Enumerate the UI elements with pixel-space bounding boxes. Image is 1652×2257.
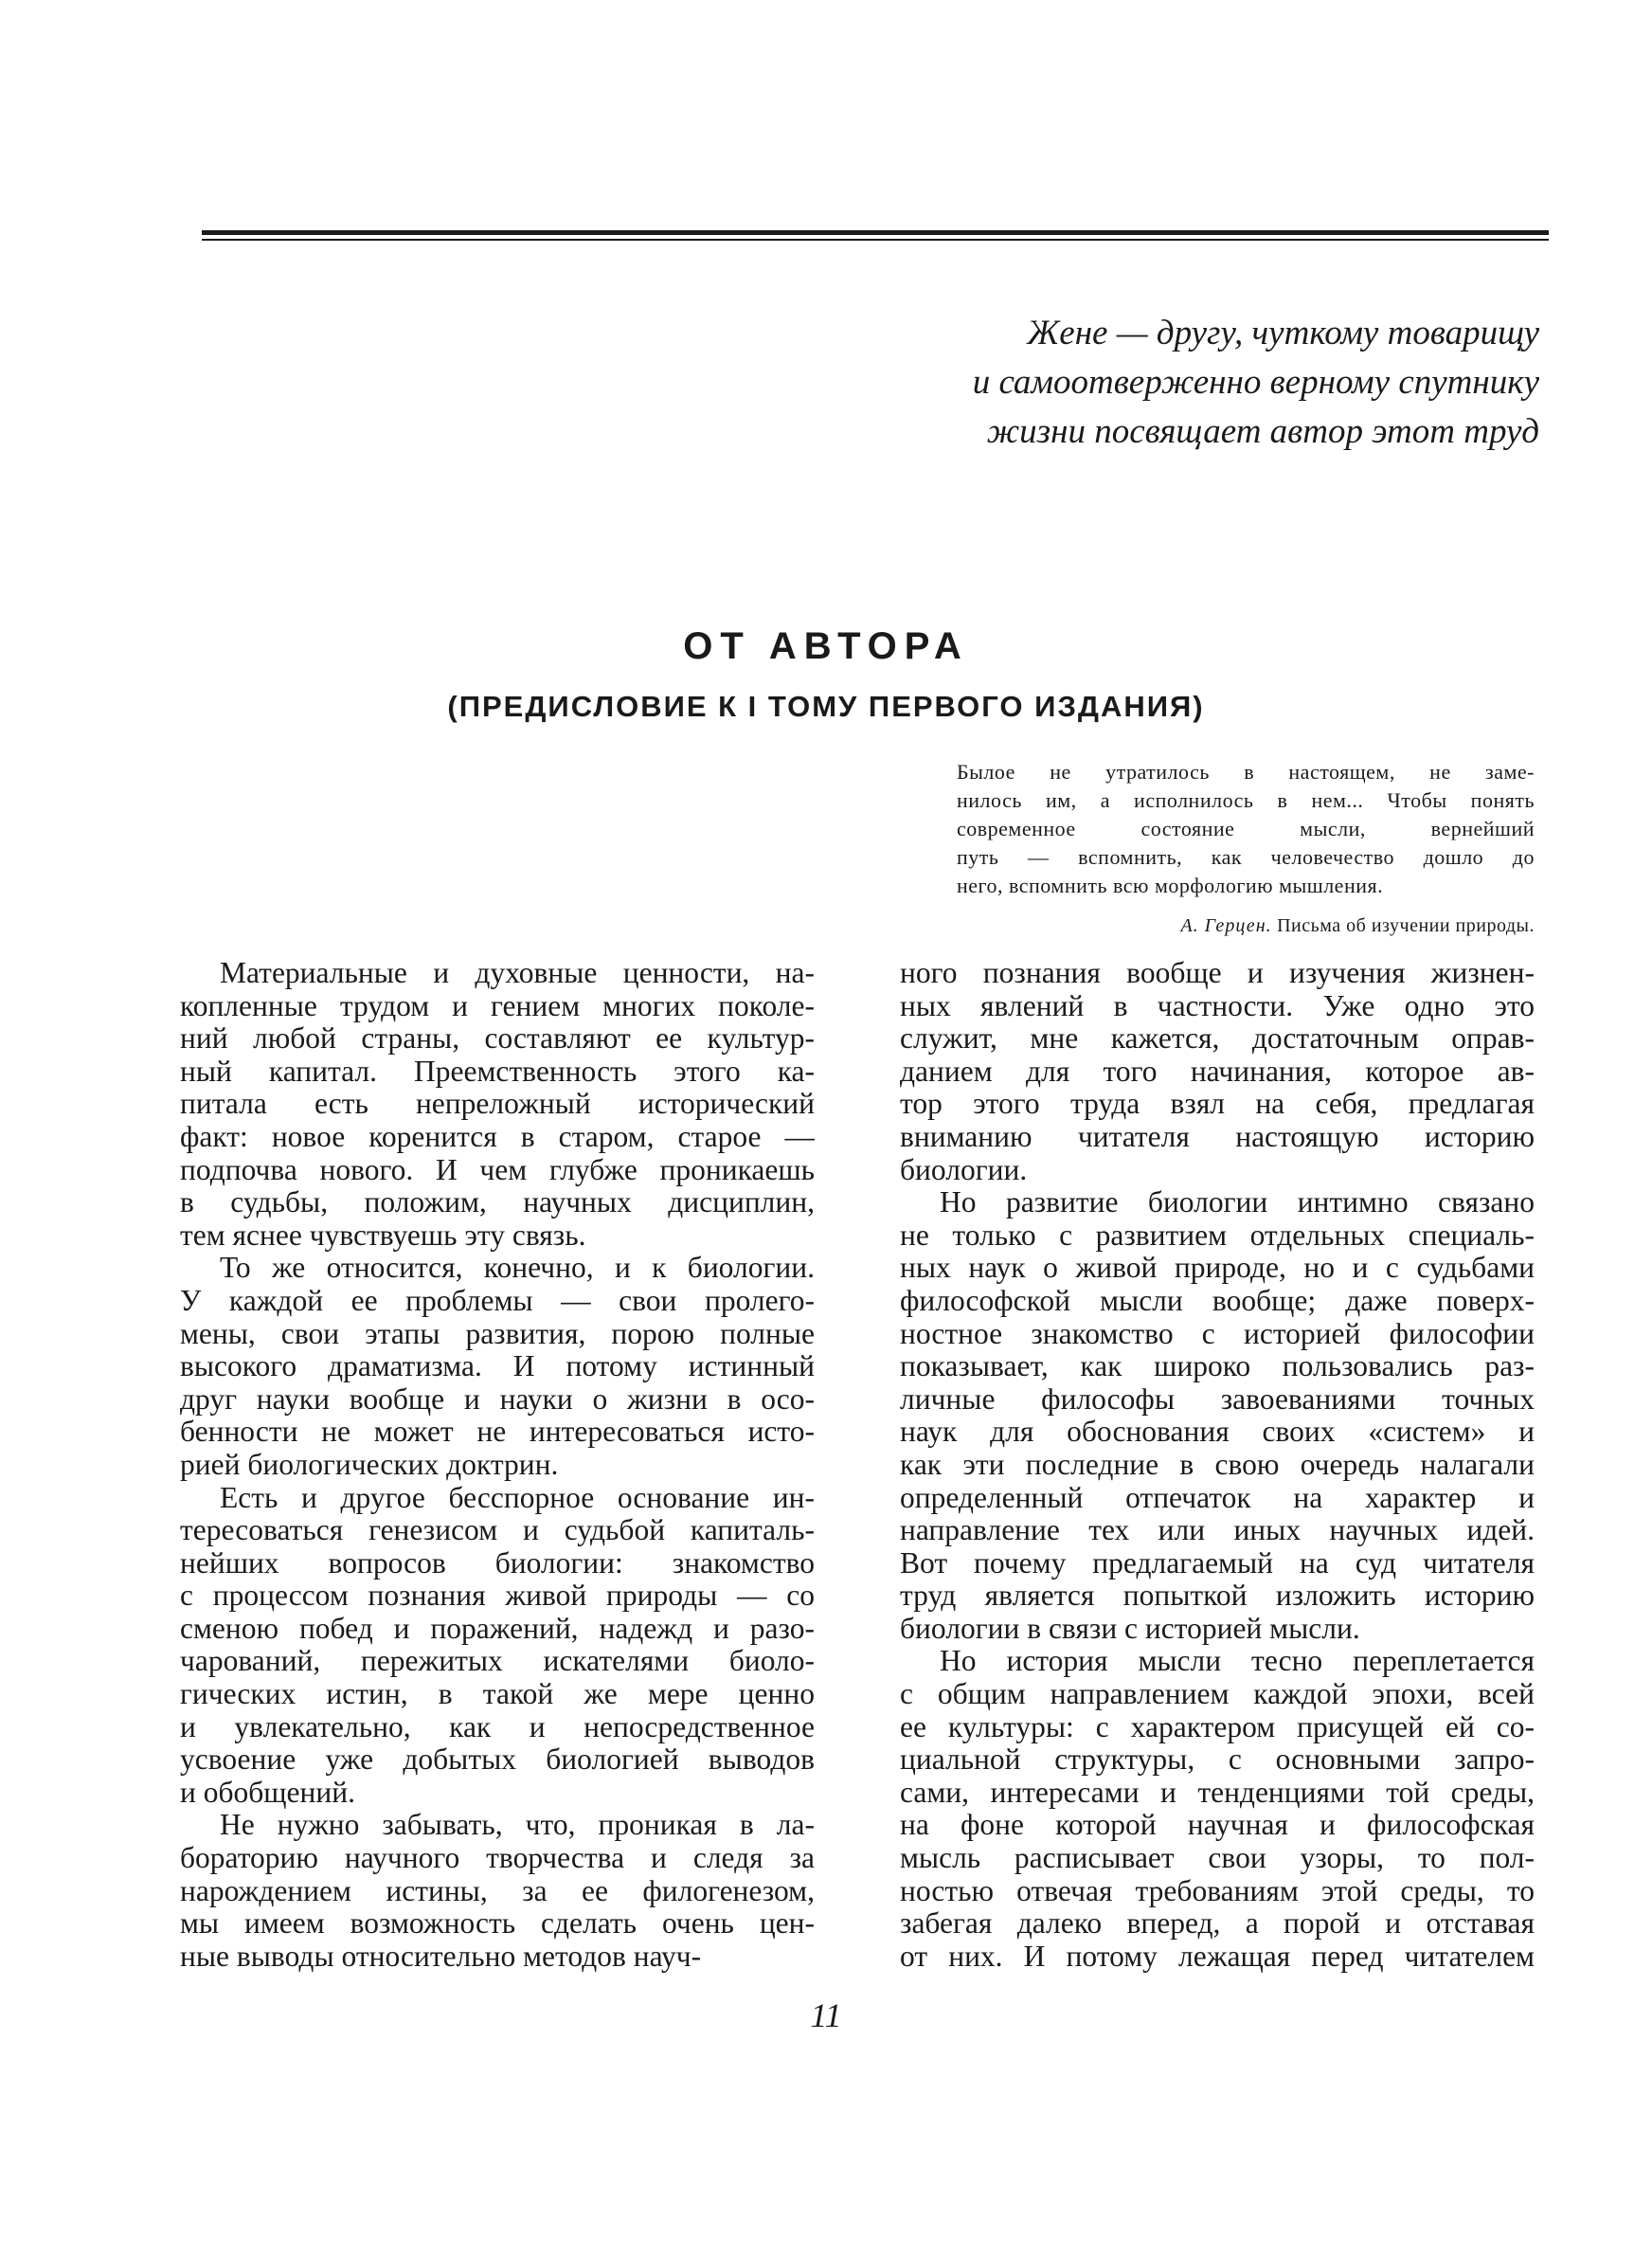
text-line: наук для обоснования своих «систем» и: [900, 1416, 1535, 1449]
text-line: нейших вопросов биологии: знакомство: [180, 1546, 815, 1580]
left-column: [180, 957, 815, 1973]
text-line: как эти последние в свою очередь налагали: [900, 1448, 1535, 1481]
text-line: ного познания вообще и изучения жизнен-: [900, 957, 1535, 989]
epigraph-line: него, вспомнить всю морфологию мышления.: [957, 874, 1384, 897]
epigraph-author: А. Герцен.: [1180, 915, 1272, 936]
text-line: усвоение уже добытых биологией выводов: [180, 1743, 815, 1777]
text-line: циальной структуры, с основными запро-: [900, 1743, 1535, 1777]
text-line: копленные трудом и гением многих поколе-: [180, 989, 815, 1022]
text-line: служит, мне кажется, достаточным оправ-: [900, 1022, 1535, 1056]
dedication: [663, 309, 1539, 457]
text-line: мысль расписывает свои узоры, то пол-: [900, 1842, 1535, 1875]
text-line: биологии в связи с историей мысли.: [900, 1612, 1360, 1645]
text-line: бенности не может не интересоваться исто-: [180, 1416, 815, 1449]
text-line: данием для того начинания, которое ав-: [900, 1055, 1535, 1088]
epigraph-line: путь — вспомнить, как человечество дошло до: [957, 845, 1535, 869]
text-line: Но развитие биологии интимно связано: [940, 1186, 1535, 1219]
text-line: личные философы завоеваниями точных: [900, 1382, 1535, 1416]
page-title: ОТ АВТОРА: [683, 625, 969, 667]
text-line: ных явлений в частности. Уже одно это: [900, 989, 1535, 1022]
text-line: гических истин, в такой же мере ценно: [180, 1678, 815, 1711]
text-line: питала есть непреложный исторический: [180, 1088, 815, 1121]
text-line: ные выводы относительно методов науч-: [180, 1940, 702, 1973]
text-line: То же относится, конечно, и к биологии.: [220, 1252, 815, 1285]
text-line: чарований, пережитых искателями биоло-: [180, 1645, 815, 1678]
dedication-line: и самоотверженно верному спутнику: [972, 363, 1539, 402]
text-line: Есть и другое бесспорное основание ин-: [220, 1481, 815, 1514]
text-line: вниманию читателя настоящую историю: [900, 1120, 1535, 1153]
text-line: тор этого труда взял на себя, предлагая: [900, 1088, 1535, 1121]
text-line: Вот почему предлагаемый на суд читателя: [900, 1546, 1535, 1580]
text-line: биологии.: [900, 1153, 1028, 1186]
text-line: забегая далеко вперед, а порой и отставая: [900, 1907, 1535, 1941]
text-line: тем яснее чувствуешь эту связь.: [180, 1219, 586, 1252]
text-line: ностью отвечая требованиям этой среды, то: [900, 1874, 1535, 1907]
dedication-line: Жене — другу, чуткому товарищу: [1027, 314, 1539, 352]
right-column: [900, 957, 1535, 1973]
page-subtitle: (ПРЕДИСЛОВИЕ К I ТОМУ ПЕРВОГО ИЗДАНИЯ): [447, 690, 1205, 723]
text-line: в судьбы, положим, научных дисциплин,: [180, 1186, 815, 1219]
header-rule-thick: [202, 230, 1549, 235]
text-line: определенный отпечаток на характер и: [900, 1481, 1535, 1514]
dedication-line: жизни посвящает автор этот труд: [986, 412, 1539, 451]
epigraph-line: Былое не утратилось в настоящем, не заме-: [957, 760, 1535, 784]
text-line: труд является попыткой изложить историю: [900, 1580, 1535, 1613]
text-line: и обобщений.: [180, 1776, 355, 1809]
text-line: не только с развитием отдельных специаль-: [900, 1219, 1535, 1252]
text-line: факт: новое коренится в старом, старое —: [180, 1120, 815, 1153]
header-rule-thin: [202, 239, 1549, 241]
text-line: сами, интересами и тенденциями той среды,: [900, 1776, 1535, 1809]
text-line: и увлекательно, как и непосредственное: [180, 1710, 815, 1743]
text-line: друг науки вообще и науки о жизни в осо-: [180, 1382, 815, 1416]
text-line: бораторию научного творчества и следя за: [180, 1842, 815, 1875]
text-line: ный капитал. Преемственность этого ка-: [180, 1055, 815, 1088]
text-line: ностное знакомство с историей философии: [900, 1317, 1535, 1350]
text-line: на фоне которой научная и философская: [900, 1809, 1535, 1842]
text-line: направление тех или иных научных идей.: [900, 1514, 1535, 1547]
text-line: ных наук о живой природе, но и с судьбами: [900, 1252, 1535, 1285]
text-line: показывает, как широко пользовались раз-: [900, 1350, 1535, 1383]
text-line: сменою побед и поражений, надежд и разо-: [180, 1612, 815, 1645]
epigraph-source: [957, 912, 1535, 940]
text-line: нарождением истины, за ее филогенезом,: [180, 1874, 815, 1907]
epigraph: [957, 758, 1535, 940]
text-line: ний любой страны, составляют ее культур-: [180, 1022, 815, 1056]
epigraph-line: современное состояние мысли, вернейший: [957, 817, 1535, 840]
text-line: Не нужно забывать, что, проникая в ла-: [220, 1809, 815, 1842]
text-line: Материальные и духовные ценности, на-: [220, 957, 815, 989]
text-line: рией биологических доктрин.: [180, 1448, 559, 1481]
epigraph-work: Письма об изучении природы.: [1277, 915, 1535, 936]
text-line: ее культуры: с характером присущей ей со-: [900, 1710, 1535, 1743]
text-line: Но история мысли тесно переплетается: [940, 1645, 1535, 1678]
text-line: с общим направлением каждой эпохи, всей: [900, 1678, 1535, 1711]
text-line: от них. И потому лежащая перед читателем: [900, 1940, 1535, 1973]
text-line: подпочва нового. И чем глубже проникаешь: [180, 1153, 815, 1186]
text-line: философской мысли вообще; даже поверх-: [900, 1284, 1535, 1317]
text-line: мены, свои этапы развития, порою полные: [180, 1317, 815, 1350]
text-line: мы имеем возможность сделать очень цен-: [180, 1907, 815, 1941]
text-line: тересоваться генезисом и судьбой капиталь-: [180, 1514, 815, 1547]
text-line: У каждой ее проблемы — свои пролего-: [180, 1284, 815, 1317]
page-number: 11: [810, 1996, 842, 2034]
text-line: с процессом познания живой природы — со: [180, 1580, 815, 1613]
epigraph-line: нилось им, а исполнилось в нем... Чтобы понять: [957, 788, 1535, 812]
text-line: высокого драматизма. И потому истинный: [180, 1350, 815, 1383]
